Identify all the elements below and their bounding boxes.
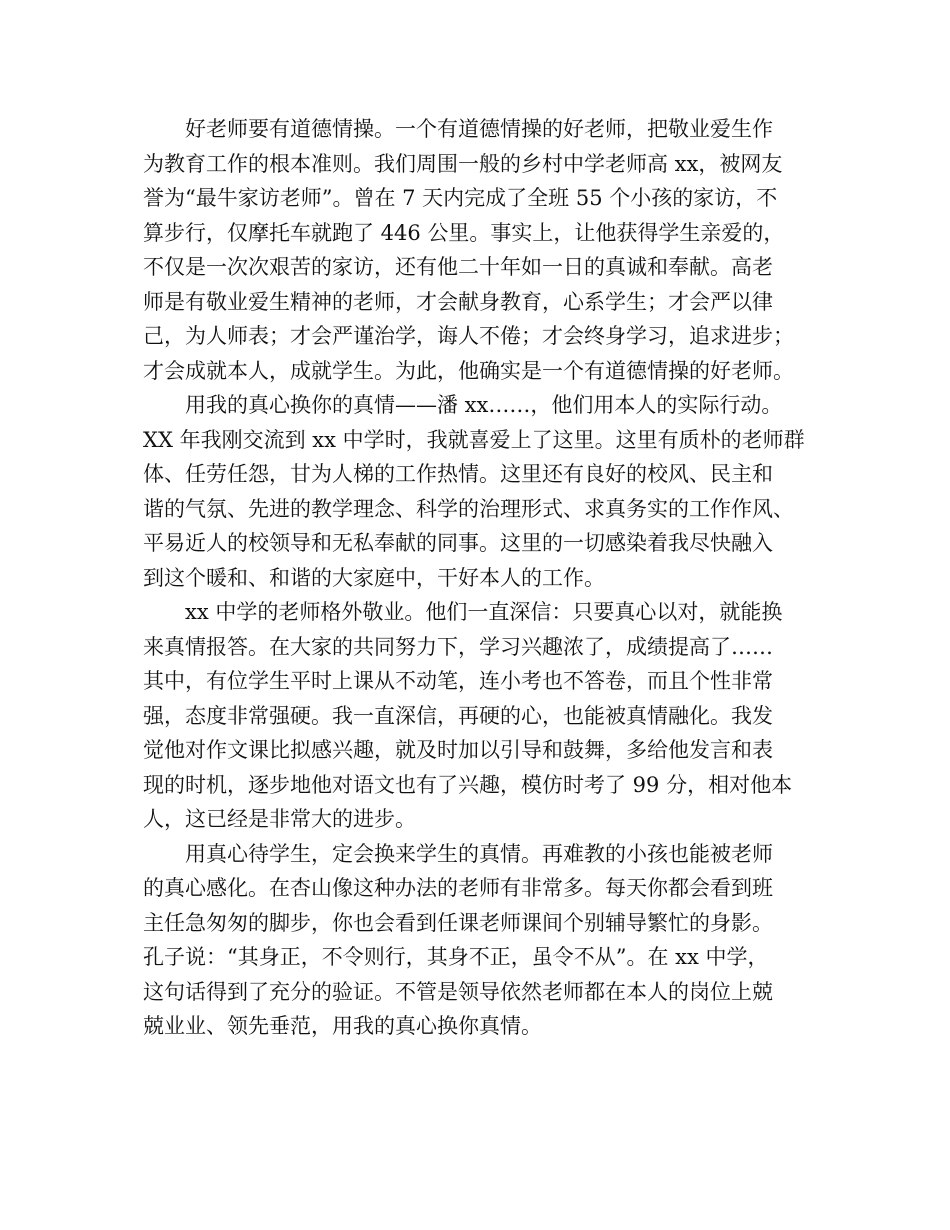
paragraph-2 xyxy=(143,388,823,595)
document-body xyxy=(143,112,823,1044)
text-line: 体、任劳任怨，甘为人梯的工作热情。这里还有良好的校风、民主和 xyxy=(143,462,773,486)
text-line: 的真心感化。在杏山像这种办法的老师有非常多。每天你都会看到班 xyxy=(143,876,773,900)
text-line: 师是有敬业爱生精神的老师，才会献身教育，心系学生；才会严以律 xyxy=(143,289,773,314)
text-line: 其中，有位学生平时上课从不动笔，连小考也不答卷，而且个性非常 xyxy=(143,669,773,693)
text-line: 用真心待学生，定会换来学生的真情。再难教的小孩也能被老师 xyxy=(185,841,773,866)
text-line: 谐的气氛、先进的教学理念、科学的治理形式、求真务实的工作作风、 xyxy=(143,496,794,521)
text-line: 来真情报答。在大家的共同努力下，学习兴趣浓了，成绩提高了…… xyxy=(143,634,773,659)
paragraph-4 xyxy=(143,837,823,1044)
text-line: 主任急匆匆的脚步，你也会看到任课老师课间个别辅导繁忙的身影。 xyxy=(143,910,773,935)
text-line: 为教育工作的根本准则。我们周围一般的乡村中学老师高 xx，被网友 xyxy=(143,151,783,176)
paragraph-3 xyxy=(143,595,823,837)
text-line: 到这个暖和、和谐的大家庭中，干好本人的工作。 xyxy=(143,565,605,590)
text-line: 算步行，仅摩托车就跑了 446 公里。事实上，让他获得学生亲爱的， xyxy=(143,220,785,245)
text-line: 这句话得到了充分的验证。不管是领导依然老师都在本人的岗位上兢 xyxy=(143,979,773,1004)
text-line: xx 中学的老师格外敬业。他们一直深信：只要真心以对，就能换 xyxy=(185,600,783,624)
text-line: 平易近人的校领导和无私奉献的同事。这里的一切感染着我尽快融入 xyxy=(143,531,773,555)
text-line: 己，为人师表；才会严谨治学，诲人不倦；才会终身学习，追求进步； xyxy=(143,324,794,348)
text-line: 强，态度非常强硬。我一直深信，再硬的心，也能被真情融化。我发 xyxy=(143,703,773,728)
text-line: 不仅是一次次艰苦的家访，还有他二十年如一日的真诚和奉献。高老 xyxy=(143,255,773,279)
text-line: 好老师要有道德情操。一个有道德情操的好老师，把敬业爱生作 xyxy=(185,117,773,141)
text-line: 孔子说：“其身正，不令则行，其身不正，虽令不从”。在 xx 中学， xyxy=(143,945,769,969)
text-line: XX 年我刚交流到 xx 中学时，我就喜爱上了这里。这里有质朴的老师群 xyxy=(143,427,805,452)
text-line: 觉他对作文课比拟感兴趣，就及时加以引导和鼓舞，多给他发言和表 xyxy=(143,738,773,762)
text-line: 用我的真心换你的真情——潘 xx……，他们用本人的实际行动。 xyxy=(185,393,783,417)
text-line: 才会成就本人，成就学生。为此，他确实是一个有道德情操的好老师。 xyxy=(143,358,794,383)
text-line: 人，这已经是非常大的进步。 xyxy=(143,807,416,831)
text-line: 兢业业、领先垂范，用我的真心换你真情。 xyxy=(143,1014,542,1038)
text-line: 誉为“最牛家访老师”。曾在 7 天内完成了全班 55 个小孩的家访，不 xyxy=(143,186,778,210)
paragraph-1 xyxy=(143,112,823,388)
text-line: 现的时机，逐步地他对语文也有了兴趣，模仿时考了 99 分，相对他本 xyxy=(143,772,793,797)
